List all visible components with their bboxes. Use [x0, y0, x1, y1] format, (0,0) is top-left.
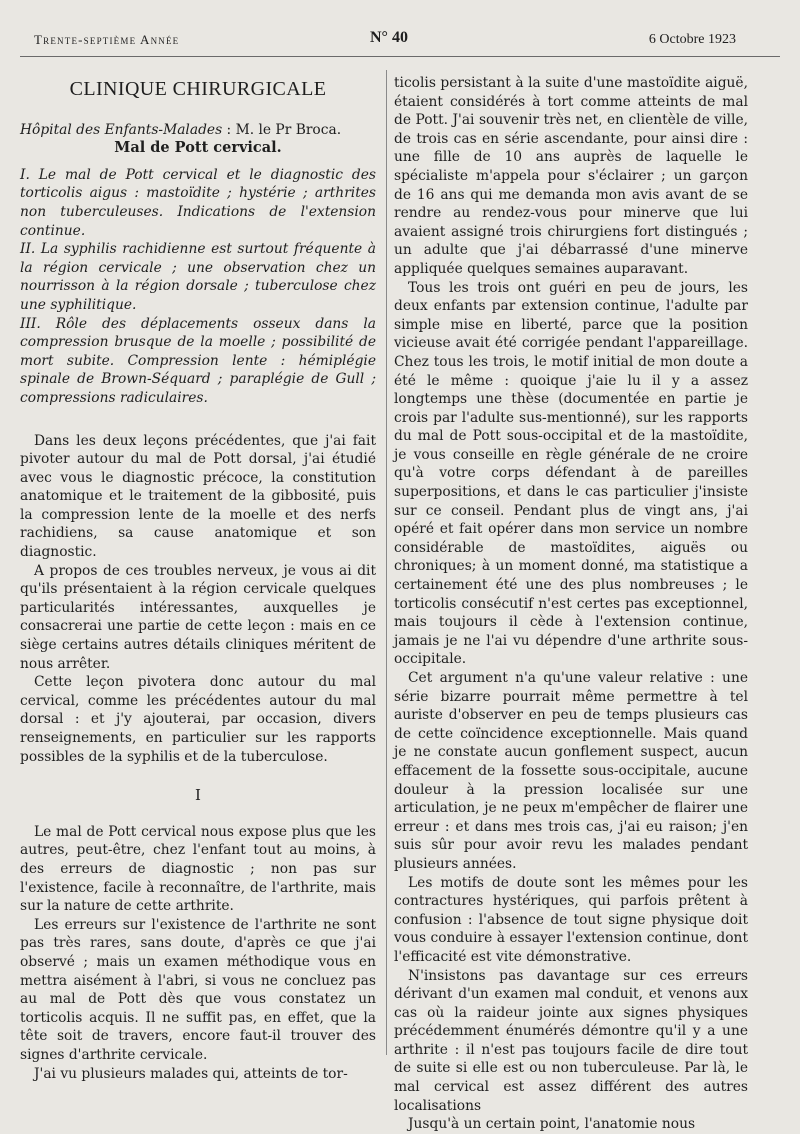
body-paragraph: Jusqu'à un certain point, l'anatomie nous	[408, 1116, 696, 1133]
hospital-name: Hôpital des Enfants-Malades	[20, 121, 223, 138]
volume-label: Trente-septième Année	[34, 32, 180, 47]
body-paragraph: Cette leçon pivotera donc autour du mal cervical, comme les précédentes autour du mal dorsal : et j'y ajouterai, par occasion, divers renseignements, en particulier sur les rapports possibles de la syphilis et de la tuberculose.	[20, 674, 376, 765]
running-header	[34, 30, 736, 52]
summary-item: I. Le mal de Pott cervical et le diagnostic des torticolis aigus : mastoïdite ; hystérie ; arthrites non tuberculeuses. Indications de l'extension continue.	[20, 166, 376, 239]
body-paragraph: Les motifs de doute sont les mêmes pour les contractures hystériques, qui parfois prêtent à confusion : l'absence de tout signe physique doit vous conduire à essayer l'extension continue, dont l'efficacité est vite démonstrative.	[394, 874, 748, 965]
body-paragraph: Dans les deux leçons précédentes, que j'ai fait pivoter autour du mal de Pott dorsal, j'ai étudié avec vous le diagnostic précoce, la constitution anatomique et le traitement de la gibbosité, puis la compression lente de la moelle et des nerfs rachidiens, sa cause anatomique et son diagnostic.	[20, 432, 376, 561]
body-paragraph: A propos de ces troubles nerveux, je vous ai dit qu'ils présentaient à la région cervicale quelques particularités intéressantes, auxquelles je consacrerai une partie de cette leçon : mais en ce siège certains autres détails cliniques méritent de nous arrêter.	[20, 562, 376, 672]
spacer	[20, 408, 376, 432]
body-paragraph: Le mal de Pott cervical nous expose plus que les autres, peut-être, chez l'enfant tout au moins, à des erreurs de diagnostic ; non pas sur l'existence, facile à reconnaître, de l'arthrite, mais sur la nature de cette arthrite.	[20, 823, 376, 915]
lecture-subtitle: Mal de Pott cervical.	[114, 139, 282, 157]
hospital-line	[20, 121, 376, 140]
left-column	[20, 74, 376, 1083]
summary-item: III. Rôle des déplacements osseux dans la compression brusque de la moelle ; possibilité de mort subite. Compression lente : hémiplégie spinale de Brown-Séquard ; paraplégie de Gull ; compressions radiculaires.	[20, 315, 376, 406]
issue-date: 6 Octobre 1923	[648, 32, 736, 47]
issue-number: N° 40	[370, 29, 408, 46]
summary-item: II. La syphilis rachidienne est surtout fréquente à la région cervicale ; une observation chez un nourrisson à la région dorsale ; tuberculose chez une syphilitique.	[20, 241, 376, 313]
body-paragraph: Tous les trois ont guéri en peu de jours, les deux enfants par extension continue, l'adulte par simple mise en liberté, parce que la position vicieuse avait été corrigée pendant l'appareillage. Chez tous les trois, le motif initial de mon doute a été le même : quoique j'aie lu il y a assez longtemps une thèse (documentée en partie je crois par l'adulte sus-mentionné), sur les rapports du mal de Pott sous-occipital et de la mastoïdite, je vous conseille en règle générale de ne croire qu'à votre corps défendant à de pareilles superpositions, et dans le cas particulier j'insiste sur ce conseil. Pendant plus de vingt ans, j'ai opéré et fait opérer dans mon service un nombre considérable de mastoïdites, aiguës ou chroniques; à un moment donné, ma statistique a certainement été une des plus nombreuses ; le torticolis consécutif n'est certes pas exceptionnel, mais toujours il cède à l'extension continue, jamais je ne l'ai vu dépendre d'une arthrite sous-occipitale.	[394, 279, 748, 668]
section-title: CLINIQUE CHIRURGICALE	[69, 78, 327, 100]
body-paragraph: ticolis persistant à la suite d'une mastoïdite aiguë, étaient considérés à tort comme atteints de mal de Pott. J'ai souvenir très net, en clientèle de ville, de trois cas en série ascendante, pour ainsi dire : une fille de 10 ans auprès de laquelle le spécialiste m'appela pour s'éclairer ; un garçon de 16 ans qui me demanda mon avis avant de se rendre au rendez-vous pour minerve que lui avaient assigné trois chirurgiens fort distingués ; un adulte que j'ai débarrassé d'une minerve appliquée quelques semaines auparavant.	[394, 75, 748, 277]
body-paragraph: Les erreurs sur l'existence de l'arthrite ne sont pas très rares, sans doute, d'après ce que j'ai observé ; mais un examen méthodique vous en mettra aisément à l'abri, si vous ne concluez pas au mal de Pott dès que vous constatez un torticolis acquis. Il ne suffit pas, en effet, que la tête soit de travers, encore faut-il trouver des signes d'arthrite cervicale.	[20, 916, 376, 1063]
body-paragraph: J'ai vu plusieurs malades qui, atteints de tor-	[34, 1065, 348, 1082]
right-column	[394, 74, 748, 1134]
professor-name: : M. le Pr Broca.	[222, 121, 342, 138]
section-numeral: I	[195, 786, 201, 805]
body-paragraph: N'insistons pas davantage sur ces erreurs dérivant d'un examen mal conduit, et venons aux cas où la raideur jointe aux signes physiques précédemment énumérés démontre qu'il y a une arthrite : il n'est pas toujours facile de dire tout de suite si elle est ou non tuberculeuse. Par là, le mal cervical est assez différent des autres localisations	[394, 967, 748, 1114]
column-divider	[386, 70, 387, 1055]
body-paragraph: Cet argument n'a qu'une valeur relative : une série bizarre pourrait même permettre à tel auriste d'observer en peu de temps plusieurs cas de cette coïncidence exceptionnelle. Mais quand je ne constate aucun gonflement suspect, aucun effacement de la fossette sous-occipitale, aucune douleur à la pression localisée sur une articulation, je ne peux m'empêcher de flairer une erreur : et dans mes trois cas, j'ai eu raison; j'en suis sûr pour avoir revu les malades pendant plusieurs années.	[394, 670, 748, 872]
header-rule	[20, 56, 780, 57]
